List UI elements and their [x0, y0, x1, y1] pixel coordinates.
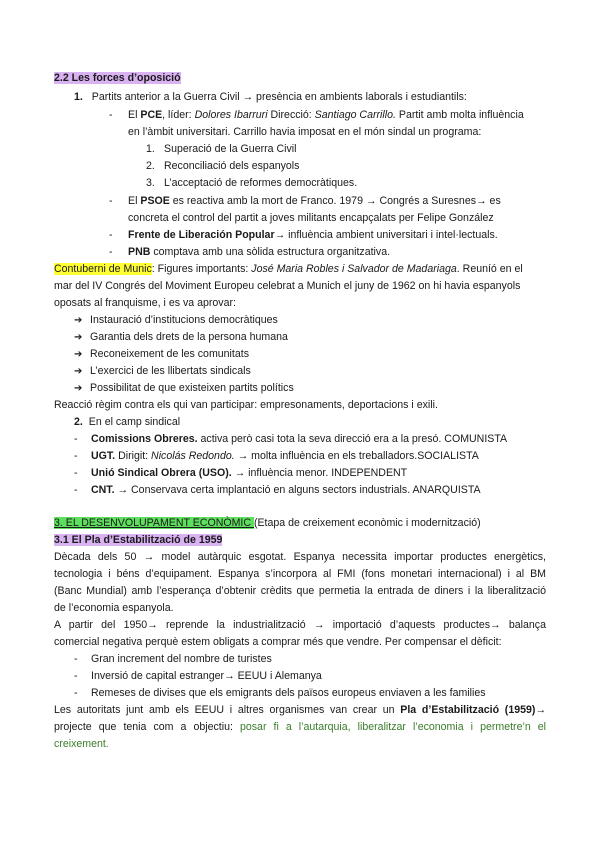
dash-bullet: -: [109, 195, 113, 207]
text: projecte que tenia com a objectiu:: [54, 721, 240, 733]
paragraph-line: [54, 703, 546, 717]
num: 3.: [146, 177, 155, 189]
measure-item: Remeses de divises que els emigrants dels països europeus enviaven a les families: [91, 687, 486, 699]
paragraph-line: de l’economia espanyola.: [54, 602, 174, 614]
arrow-bullet-icon: ➔: [74, 366, 83, 377]
arrow-bullet-icon: ➔: [74, 383, 83, 394]
dash-bullet: -: [74, 450, 78, 462]
figures: José Maria Robles i Salvador de Madariaga: [251, 263, 457, 275]
text: , líder:: [162, 109, 195, 121]
text: L’exercici de les llibertats sindicals: [90, 365, 251, 377]
text: → molta influència en els treballadors.SOCIALISTA: [234, 450, 479, 462]
text: L’acceptació de reformes democràtiques.: [164, 177, 358, 189]
munic-line-3: oposats al franquisme, i es va aprovar:: [54, 297, 236, 309]
dash-bullet: -: [74, 670, 78, 682]
text: Les autoritats junt amb els EEUU i altres organismes van crear un: [54, 704, 401, 716]
text: . Reuníó en el: [456, 263, 523, 275]
arrow-bullet-icon: ➔: [74, 349, 83, 360]
dash-bullet: -: [74, 433, 78, 445]
approved-item: [74, 347, 249, 362]
approved-item: [74, 330, 288, 345]
flp-line: [128, 228, 498, 242]
text: Possibilitat de que existeixen partits polítics: [90, 382, 294, 394]
dash-bullet: -: [74, 484, 78, 496]
party-name: PCE: [140, 109, 163, 121]
pce-line-1: El PCE, líder: Dolores Ibarruri Direcció: Santiago Carrillo. Partit amb molta influència: [128, 109, 524, 121]
text: Direcció:: [267, 109, 315, 121]
dash-bullet: -: [109, 109, 113, 121]
party-name: Frente de Liberación Popular: [128, 229, 275, 241]
objective-text: posar fi a l’autarquia, liberalitzar l’economia i permetre’n el: [239, 721, 546, 733]
pce-line-2: en l’àmbit universitari. Carrillo havia imposat en el món sindal un programa:: [128, 126, 482, 138]
psoe-line-2: concreta el control del partit a joves militants encapçalats per Felipe González: [128, 212, 494, 224]
leader: Nicolás Redondo.: [151, 450, 235, 462]
union-line: [91, 483, 481, 497]
leader: Dolores Ibarruri: [194, 109, 268, 121]
paragraph-line: [54, 720, 546, 734]
text: Partit amb molta influència: [395, 109, 524, 121]
party-name: PSOE: [140, 195, 170, 207]
text: Superació de la Guerra Civil: [164, 143, 297, 155]
text: es reactiva amb la mort de Franco. 1979 → Congrés a Suresnes→ es: [169, 195, 501, 207]
section-heading: [54, 71, 181, 85]
text: →: [535, 704, 547, 716]
heading-text: 2.2 Les forces d’oposició: [54, 72, 181, 84]
item-text: En el camp sindical: [88, 416, 181, 428]
union-line: [91, 466, 407, 480]
heading-text: 3.1 El Pla d’Estabilització de 1959: [54, 534, 223, 546]
subsection-heading: [54, 533, 222, 547]
text: Dirigit:: [115, 450, 152, 462]
party-name: PNB: [128, 246, 151, 258]
director: Santiago Carrillo.: [314, 109, 396, 121]
dash-bullet: -: [109, 229, 113, 241]
plan-name: Pla d’Estabilització (1959): [400, 704, 536, 716]
pnb-line: [128, 245, 390, 259]
reaction-line: Reacció règim contra els qui van participar: empresonaments, deportacions i exili.: [54, 399, 438, 411]
text: → influència menor. INDEPENDENT: [231, 467, 408, 479]
text: Reconciliació dels espanyols: [164, 160, 300, 172]
heading-subtitle: (Etapa de creixement econòmic i modernització): [253, 517, 481, 529]
text: → Conservava certa implantació en alguns sectors industrials. ANARQUISTA: [114, 484, 481, 496]
program-item: [146, 159, 300, 173]
paragraph-line: (Banc Mundial) amb l’esperança d’obtenir crèdits que permetia la entrada de diners i la liberalització: [54, 585, 546, 597]
dash-bullet: -: [74, 687, 78, 699]
measure-item: Gran increment del nombre de turistes: [91, 653, 272, 665]
program-item: [146, 176, 358, 190]
numbered-item: [74, 415, 180, 429]
text: activa però casi tota la seva direcció era a la presó. COMUNISTA: [197, 433, 508, 445]
union-name: CNT.: [91, 484, 115, 496]
numbered-item: [74, 90, 467, 104]
text: Garantia dels drets de la persona humana: [90, 331, 288, 343]
approved-item: [74, 313, 278, 328]
union-line: [91, 432, 507, 446]
psoe-line-1: El PSOE es reactiva amb la mort de Franco. 1979 → Congrés a Suresnes→ es: [128, 195, 501, 207]
union-name: UGT.: [91, 450, 116, 462]
union-name: Unió Sindical Obrera (USO).: [91, 467, 232, 479]
munic-line-2: mar del IV Congrés del Moviment Europeu celebrat a Munich el juny de 1962 on hi havia espanyols: [54, 280, 521, 292]
approved-item: [74, 364, 251, 379]
num: 2.: [146, 160, 155, 172]
paragraph-line: Dècada dels 50 → model autàrquic esgotat. Espanya necessita importar productes energètics,: [54, 551, 546, 563]
munic-line-1: [54, 262, 523, 276]
munic-title: Contuberni de Munic: [54, 263, 152, 275]
dash-bullet: -: [74, 653, 78, 665]
text: comptava amb una sòlida estructura organitzativa.: [150, 246, 391, 258]
union-line: [91, 449, 479, 463]
paragraph-line: creixement.: [54, 738, 109, 750]
dash-bullet: -: [109, 246, 113, 258]
paragraph-line: comercial negativa perquè estem obligats a comprar més que vendre. Per compensar el dèficit:: [54, 636, 502, 648]
text: Reconeixement de les comunitats: [90, 348, 249, 360]
program-item: [146, 142, 297, 156]
text: Instauració d’institucions democràtiques: [90, 314, 278, 326]
measure-item: Inversió de capital estranger→ EEUU i Alemanya: [91, 670, 322, 682]
item-number: 1.: [74, 91, 83, 103]
dash-bullet: -: [74, 467, 78, 479]
text: : Figures importants:: [151, 263, 252, 275]
paragraph-line: tecnologia i béns d’equipament. Espanya s’incorpora al FMI (fons monetari internacional) i al BM: [54, 568, 546, 580]
arrow-bullet-icon: ➔: [74, 315, 83, 326]
section-heading: [54, 516, 481, 530]
arrow-bullet-icon: ➔: [74, 332, 83, 343]
item-number: 2.: [74, 416, 83, 428]
paragraph-line: A partir del 1950→ reprende la industrialització → importació d’aquests productes→ balança: [54, 619, 546, 631]
union-name: Comissions Obreres.: [91, 433, 198, 445]
approved-item: [74, 381, 294, 396]
item-text: Partits anterior a la Guerra Civil → presència en ambients laborals i estudiantils:: [91, 91, 467, 103]
num: 1.: [146, 143, 155, 155]
text: → influència ambient universitari i intel·lectuals.: [274, 229, 498, 241]
heading-text: 3. EL DESENVOLUPAMENT ECONÒMIC: [54, 517, 254, 529]
